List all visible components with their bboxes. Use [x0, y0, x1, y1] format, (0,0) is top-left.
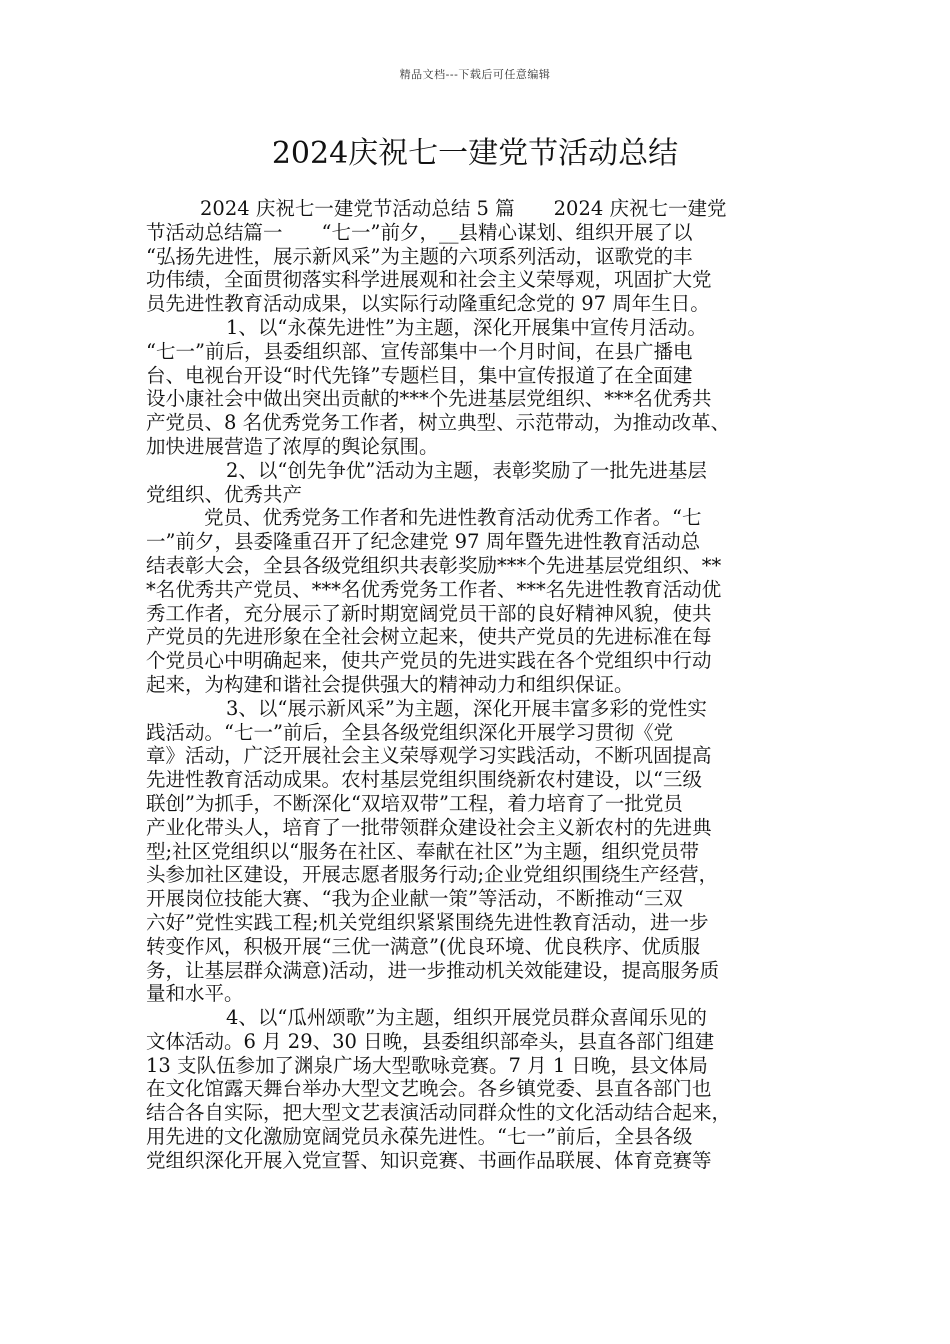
document-body [146, 197, 826, 1173]
body-line: 用先进的文化激励宽阔党员永葆先进性。“七一”前后，全县各级 [146, 1125, 693, 1149]
body-line: 文体活动。6 月 29、30 日晚，县委组织部牵头，县直各部门组建 [146, 1029, 715, 1053]
body-line: 践活动。“七一”前后，全县各级党组织深化开展学习贯彻《党 [146, 720, 673, 744]
body-line: 党组织、优秀共产 [146, 482, 303, 506]
body-line: 先进性教育活动成果。农村基层党组织围绕新农村建设，以“三级 [146, 768, 702, 792]
body-line: 党组织深化开展入党宣誓、知识竞赛、书画作品联展、体育竞赛等 [146, 1148, 712, 1172]
body-line: 2024 庆祝七一建党节活动总结 5 篇 2024 庆祝七一建党 [200, 197, 727, 220]
body-line: 起来，为构建和谐社会提供强大的精神动力和组织保证。 [146, 672, 634, 696]
body-line: 一”前夕，县委隆重召开了纪念建党 97 周年暨先进性教育活动总 [146, 530, 701, 554]
body-line: 务，让基层群众满意)活动，进一步推动机关效能建设，提高服务质 [146, 958, 720, 982]
body-line: 头参加社区建设，开展志愿者服务行动;企业党组织围绕生产经营， [146, 863, 719, 887]
body-line: 1、以“永葆先进性”为主题，深化开展集中宣传月活动。 [226, 315, 707, 339]
body-line: *名优秀共产党员、***名优秀党务工作者、***名先进性教育活动优 [146, 577, 722, 601]
body-line: 功伟绩，全面贯彻落实科学进展观和社会主义荣辱观，巩固扩大党 [146, 268, 712, 292]
body-line: 开展岗位技能大赛、“我为企业献一策”等活动，不断推动“三双 [146, 887, 683, 911]
body-line: 员先进性教育活动成果，以实际行动隆重纪念党的 97 周年生日。 [146, 292, 710, 316]
body-line: 个党员心中明确起来，使共产党员的先进实践在各个党组织中行动 [146, 649, 712, 673]
body-line: 加快进展营造了浓厚的舆论氛围。 [146, 434, 439, 458]
body-line: 结合各自实际，把大型文艺表演活动同群众性的文化活动结合起来， [146, 1101, 732, 1125]
body-line: 结表彰大会，全县各级党组织共表彰奖励***个先进基层党组织、** [146, 553, 722, 577]
body-line: “七一”前后，县委组织部、宣传部集中一个月时间，在县广播电 [146, 339, 693, 363]
body-line: 产党员、8 名优秀党务工作者，树立典型、示范带动，为推动改革、 [146, 411, 731, 435]
body-line: 节活动总结篇一 “七一”前夕，__县精心谋划、组织开展了以 [146, 220, 693, 244]
body-line: 3、以“展示新风采”为主题，深化开展丰富多彩的党性实 [226, 696, 707, 720]
body-line: 型;社区党组织以“服务在社区、奉献在社区”为主题，组织党员带 [146, 839, 700, 863]
body-line: 13 支队伍参加了渊泉广场大型歌咏竞赛。7 月 1 日晚，县文体局 [146, 1053, 708, 1077]
body-line: 联创”为抓手，不断深化“双培双带”工程，着力培育了一批党员 [146, 791, 683, 815]
body-line: 在文化馆露天舞台举办大型文艺晚会。各乡镇党委、县直各部门也 [146, 1077, 712, 1101]
document-title: 2024庆祝七一建党节活动总结 [271, 136, 679, 171]
body-line: 4、以“瓜州颂歌”为主题，组织开展党员群众喜闻乐见的 [226, 1006, 707, 1030]
body-line: “弘扬先进性，展示新风采”为主题的六项系列活动，讴歌党的丰 [146, 244, 693, 268]
body-line: 设小康社会中做出突出贡献的***个先进基层党组织、***名优秀共 [146, 387, 712, 411]
body-line: 党员、优秀党务工作者和先进性教育活动优秀工作者。“七 [204, 506, 702, 530]
body-line: 章》活动，广泛开展社会主义荣辱观学习实践活动，不断巩固提高 [146, 744, 712, 768]
header-note: 精品文档---下载后可任意编辑 [399, 68, 551, 81]
body-line: 2、以“创先争优”活动为主题，表彰奖励了一批先进基层 [226, 458, 707, 482]
body-line: 六好”党性实践工程;机关党组织紧紧围绕先进性教育活动，进一步 [146, 910, 709, 934]
body-line: 产业化带头人，培育了一批带领群众建设社会主义新农村的先进典 [146, 815, 712, 839]
body-line: 产党员的先进形象在全社会树立起来，使共产党员的先进标准在每 [146, 625, 712, 649]
body-line: 台、电视台开设“时代先锋”专题栏目，集中宣传报道了在全面建 [146, 363, 693, 387]
body-line: 转变作风，积极开展“三优一满意”(优良环境、优良秩序、优质服 [146, 934, 701, 958]
body-line: 秀工作者，充分展示了新时期宽阔党员干部的良好精神风貌，使共 [146, 601, 712, 625]
body-line: 量和水平。 [146, 982, 244, 1006]
